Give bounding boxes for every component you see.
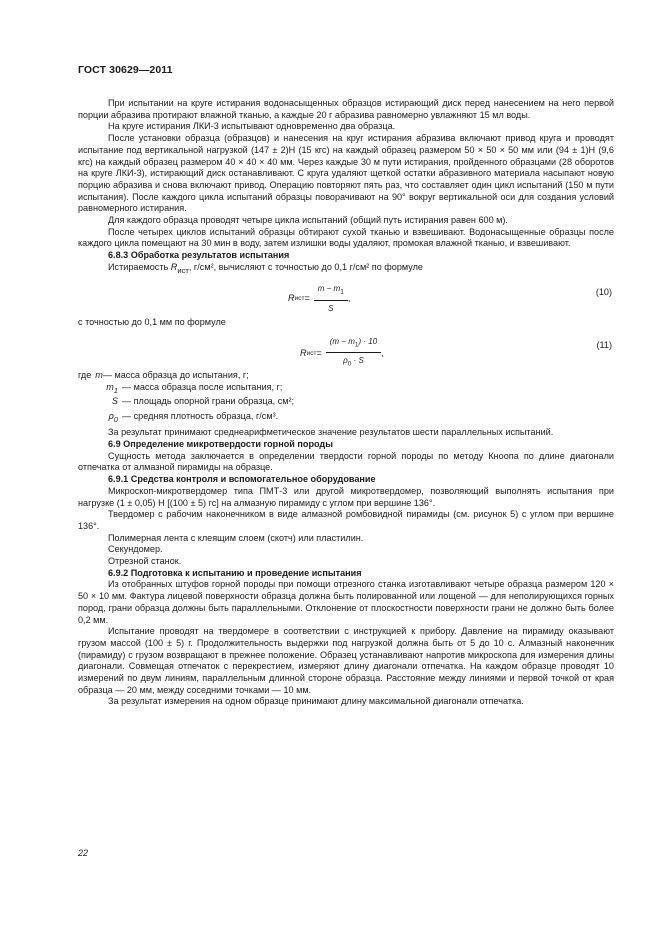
formula-number: (10) — [595, 287, 612, 298]
fraction: $\frac{m - m_1}{S}$ — [314, 283, 348, 314]
symbol-legend — [78, 370, 614, 425]
formula-10: R ист = $\frac{m - m_1}{S}$ , (10) — [288, 284, 612, 313]
paragraph: За результат измерения на одном образце принимают длину максимальной диагонали отпечатка. — [108, 696, 524, 707]
paragraph: Микроскоп-микротвердомер типа ПМТ-3 или другой микротвердомер, позволяющий выполнять испытания при нагрузке (1 ± 0,05) Н [(100 ± 5) гс] на алмазную пирамиду с углом при вершине 136°. — [78, 485, 614, 508]
paragraph: На круге истирания ЛКИ-3 испытывают одновременно два образца. — [108, 121, 396, 132]
paragraph: Из отобранных штуфов горной породы при помощи отрезного станка изготавливают четыре образца размером 120 × 50 × 10 мм. Фактура лицевой поверхности образца должна быть полированной или лощеной — для неполирующихся горных пород, грани образца должны быть параллельными. Отклонение от плоскостности поверхности грани не должно быть более 0,2 мм. — [78, 579, 614, 625]
section-heading-6-9-1: 6.9.1 Средства контроля и вспомогательное оборудование — [108, 474, 376, 485]
paragraph: Полимерная лента с клеящим слоем (скотч) или пластилин. — [108, 532, 364, 543]
legend-row: S — площадь опорной грани образца, см²; — [111, 396, 295, 407]
fraction: $\frac{(m - m_1) \cdot 10}{\rho_0 \cdot S}$ — [326, 336, 381, 371]
page-number: 22 — [78, 848, 89, 858]
paragraph: Испытание проводят на твердомере в соответствии с инструкцией к прибору. Давление на пирамиду оказывают грузом массой (100 ± 5) г. Продолжительность выдержки под нагрузкой должна быть от 5 до 10 с. Алмазный наконечник (пирамиду) с грузом возвращают в прежнее положение. Образец устанавливают напротив микроскопа для измерения длины диагонали. Совмещая отпечаток с перекрестием, измеряют длину диагонали отпечатка. На каждом образце проводят 10 измерений по двум линиям, параллельным длинной стороне образца. Расстояние между линиями и первой точкой от края образца — 20 мм, между соседними точками — 10 мм. — [78, 626, 614, 695]
paragraph: Твердомер с рабочим наконечником в виде алмазной ромбовидной пирамиды (см. рисунок 5) с углом при вершине 136°. — [78, 509, 614, 531]
paragraph: Для каждого образца проводят четыре цикла испытаний (общий путь истирания равен 600 м). — [108, 215, 508, 226]
document-header: ГОСТ 30629—2011 — [78, 64, 173, 76]
legend-row: где m — масса образца до испытания, г; — [78, 370, 249, 381]
legend-row: $\rho_0$ — средняя плотность образца, г/см³. — [108, 410, 279, 424]
paragraph: Секундомер. — [108, 544, 163, 555]
paragraph: После установки образца (образцов) и нанесения на круг истирания абразива включают привод круга и проводят испытание под вертикальной нагрузкой (147 ± 2)Н (15 кгс) на каждый образец размером 50 × 50 × 50 мм или (94 ± 1)Н (9,6 кгс) на каждый образец размером 40 × 40 × 40 мм. Через каждые 30 м пути истирания, пройденного образцами (28 оборотов на круге ЛКИ-3), истирающий диск останавливают. С круга удаляют щеткой остатки абразивного материала насыпают новую порцию абразива и снова включают привод. Операцию повторяют пять раз, что составляет один цикл испытаний (150 м пути испытания). После каждого цикла испытаний образцы поворачивают на 90° вокруг вертикальной оси для создания условий равномерного истирания. — [78, 133, 614, 214]
paragraph: После четырех циклов испытаний образцы обтирают сухой тканью и взвешивают. Водонасыщенные образцы после каждого цикла помещают на 30 мин в воду, затем излишки воды удаляют, промокая влажной тканью, и взвешивают. — [78, 226, 614, 249]
legend-row: $m_1$ — масса образца после испытания, г; — [106, 381, 283, 395]
paragraph: При испытании на круге истирания водонасыщенных образцов истирающий диск перед нанесением на него первой порции абразива протирают влажной тканью, а каждые 20 г абразива равномерно увлажняют 15 мл воды. — [78, 98, 614, 120]
mm-intro: с точностью до 0,1 мм по формуле — [78, 317, 226, 328]
symbol-r: R — [170, 261, 178, 272]
section-heading-6-9: 6.9 Определение микротвердости горной породы — [108, 439, 333, 450]
document-body — [78, 98, 614, 708]
section-heading-6-8-3: 6.8.3 Обработка результатов испытания — [108, 250, 290, 261]
paragraph: Отрезной станок. — [108, 556, 182, 567]
formula-11: R ист = $\frac{(m - m_1) \cdot 10}{\rho_0 \cdot S}$ , (11) — [78, 332, 614, 366]
abrasion-intro: Истираемость $R_{ист}$, г/см², вычисляют с точностью до 0,1 г/см² по формуле — [108, 261, 423, 275]
section-heading-6-9-2: 6.9.2 Подготовка к испытанию и проведение испытания — [108, 567, 362, 578]
paragraph: За результат принимают среднеарифметическое значение результатов шести параллельных испытаний. — [108, 427, 554, 438]
formula-number: (11) — [596, 340, 612, 351]
paragraph: Сущность метода заключается в определении твердости горной породы по методу Кноопа по длине диагонали отпечатка от алмазной пирамиды на образце. — [78, 450, 614, 473]
